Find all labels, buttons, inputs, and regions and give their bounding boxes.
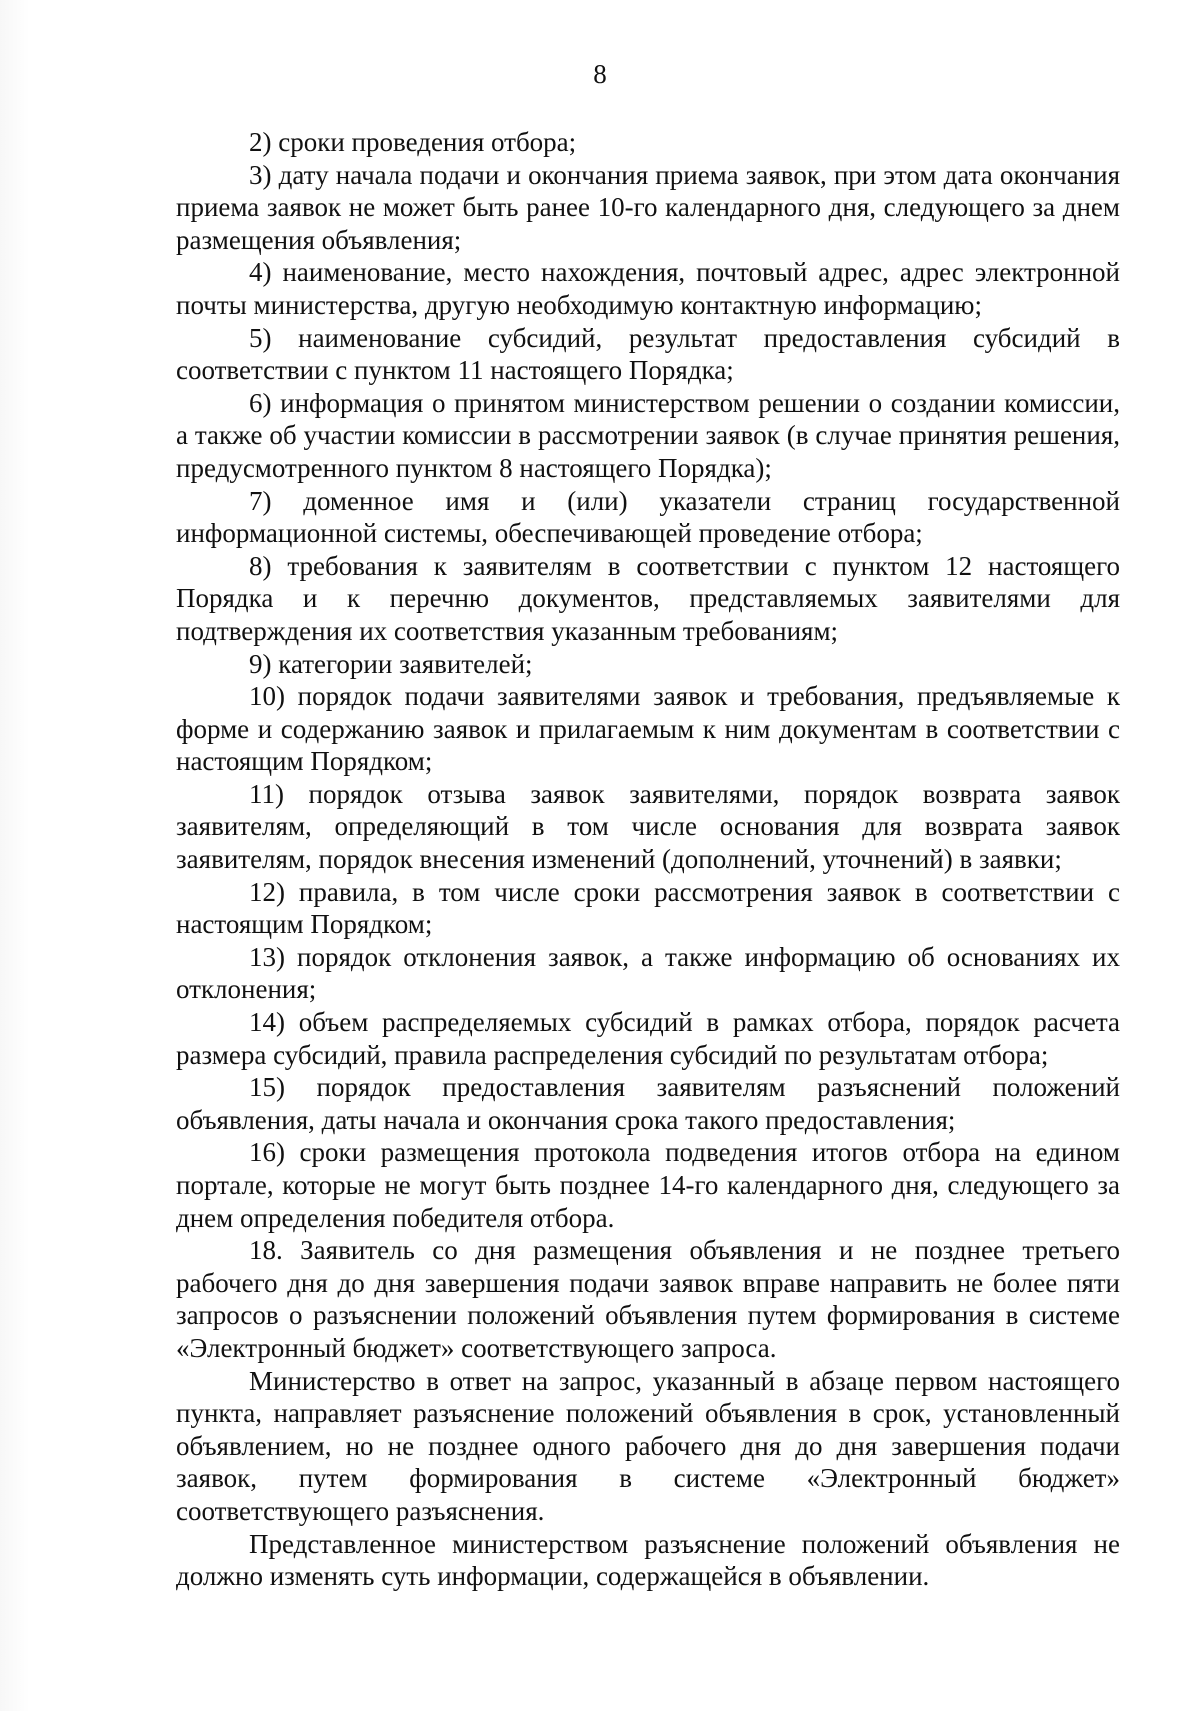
page-number: 8 [593, 59, 607, 89]
paragraph-clause-18: 18. Заявитель со дня размещения объявления и не позднее третьего рабочего дня до дня завершения подачи заявок вправе направить не более пяти запросов о разъяснении положений объявления путем формирования в системе «Электронный бюджет» соответствующего запроса. [176, 1235, 1120, 1363]
paragraph-item-4: 4) наименование, место нахождения, почтовый адрес, адрес электронной почты министерства, другую необходимую контактную информацию; [176, 257, 1120, 320]
paragraph-ministry-response: Министерство в ответ на запрос, указанный в абзаце первом настоящего пункта, направляет разъяснение положений объявления в срок, установленный объявлением, но не позднее одного рабочего дня до дня завершения подачи заявок, путем формирования в системе «Электронный бюджет» соответствующего разъяснения. [176, 1365, 1120, 1526]
paragraph-clarification-note: Представленное министерством разъяснение положений объявления не должно изменять суть информации, содержащейся в объявлении. [176, 1528, 1120, 1592]
paragraph-item-10: 10) порядок подачи заявителями заявок и требования, предъявляемые к форме и содержанию заявок и прилагаемым к ним документам в соответствии с настоящим Порядком; [176, 681, 1120, 777]
paragraph-item-14: 14) объем распределяемых субсидий в рамках отбора, порядок расчета размера субсидий, правила распределения субсидий по результатам отбора; [176, 1007, 1120, 1070]
paragraph-item-16: 16) сроки размещения протокола подведения итогов отбора на едином портале, которые не могут быть позднее 14-го календарного дня, следующего за днем определения победителя отбора. [176, 1137, 1120, 1233]
paragraph-item-12: 12) правила, в том числе сроки рассмотрения заявок в соответствии с настоящим Порядком; [176, 876, 1120, 940]
paragraph-item-13: 13) порядок отклонения заявок, а также информацию об основаниях их отклонения; [176, 941, 1120, 1005]
paragraph-item-6: 6) информация о принятом министерством решении о создании комиссии, а также об участии комиссии в рассмотрении заявок (в случае принятия решения, предусмотренного пунктом 8 настоящего Порядка); [176, 387, 1120, 483]
paragraph-item-3: 3) дату начала подачи и окончания приема заявок, при этом дата окончания приема заявок не может быть ранее 10-го календарного дня, следующего за днем размещения объявления; [176, 159, 1120, 255]
paragraph-item-2: 2) сроки проведения отбора; [249, 127, 577, 157]
paragraph-item-9: 9) категории заявителей; [249, 648, 533, 679]
paragraph-item-15: 15) порядок предоставления заявителям разъяснений положений объявления, даты начала и окончания срока такого предоставления; [176, 1072, 1120, 1135]
document-body [176, 126, 1120, 1593]
paragraph-item-7: 7) доменное имя и (или) указатели страниц государственной информационной системы, обеспечивающей проведение отбора; [176, 485, 1120, 549]
paragraph-item-5: 5) наименование субсидий, результат предоставления субсидий в соответствии с пунктом 11 настоящего Порядка; [176, 322, 1120, 386]
paragraph-item-8: 8) требования к заявителям в соответствии с пунктом 12 настоящего Порядка и к перечню документов, представляемых заявителями для подтверждения их соответствия указанным требованиям; [176, 550, 1120, 646]
paragraph-item-11: 11) порядок отзыва заявок заявителями, порядок возврата заявок заявителям, определяющий в том числе основания для возврата заявок заявителям, порядок внесения изменений (дополнений, уточнений) в заявки; [176, 778, 1120, 875]
scan-shadow [0, 0, 30, 1711]
